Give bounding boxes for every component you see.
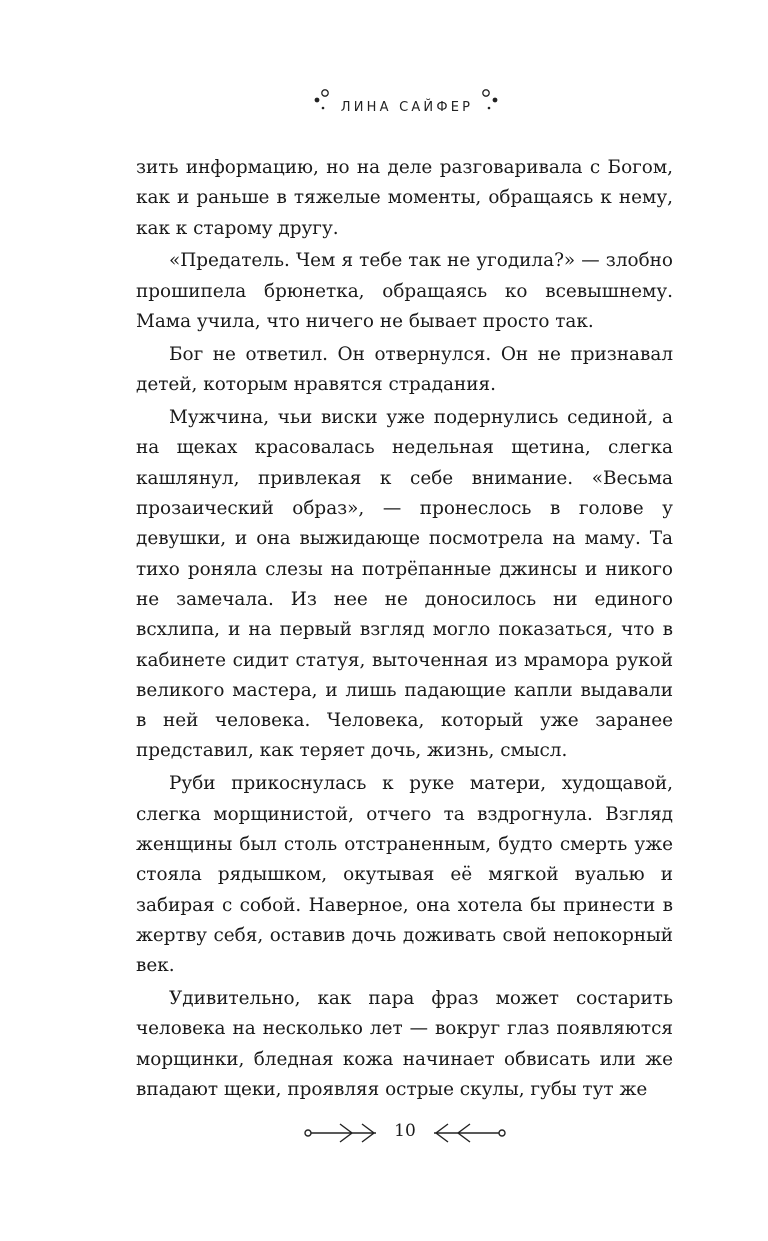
running-head: ЛИНА САЙФЕР: [340, 100, 474, 115]
page-footer: [0, 1116, 768, 1150]
paragraph: Мужчина, чьи виски уже подернулись сединой, а на щеках красовалась недельная щетина, слегка кашлянул, привлекая к себе внимание. «Весьма прозаический образ», — пронеслось в голове у девушки, и она выжидающе посмотрела на маму. Та тихо роняла слезы на потрёпанные джинсы и никого не замечала. Из нее не доносилось ни единого всхлипа, и на первый взгляд могло показаться, что в кабинете сидит статуя, выточенная из мрамора рукой великого мастера, и лишь падающие капли выдавали в ней человека. Человека, который уже заранее представил, как теряет дочь, жизнь, смысл.: [136, 407, 673, 762]
dots-ornament-icon: [478, 88, 502, 118]
paragraph: зить информацию, но на деле разговаривала с Богом, как и раньше в тяжелые моменты, обращаясь к нему, как к старому другу.: [136, 157, 673, 239]
arrow-ornament-right-icon: [302, 1122, 382, 1144]
body-text: [136, 153, 673, 1108]
paragraph: Руби прикоснулась к руке матери, худощавой, слегка морщинистой, отчего та вздрогнула. Взгляд женщины был столь отстраненным, будто смерть уже стояла рядышком, окутывая её мягкой вуалью и забирая с собой. Наверное, она хотела бы принести в жертву себя, оставив дочь доживать свой непокорный век.: [136, 773, 673, 977]
dots-ornament-icon: [310, 88, 334, 118]
paragraph: Удивительно, как пара фраз может состарить человека на несколько лет — вокруг глаз появляются морщинки, бледная кожа начинает обвисать или же впадают щеки, проявляя острые скулы, губы тут же: [136, 987, 673, 1100]
paragraph: Бог не ответил. Он отвернулся. Он не признавал детей, которым нравятся страдания.: [136, 343, 673, 396]
page-number: 10: [394, 1121, 416, 1141]
paragraph: «Предатель. Чем я тебе так не угодила?» — злобно прошипела брюнетка, обращаясь ко всевышнему. Мама учила, что ничего не бывает просто так.: [136, 250, 673, 333]
arrow-ornament-left-icon: [428, 1122, 508, 1144]
page-header: [0, 88, 768, 128]
